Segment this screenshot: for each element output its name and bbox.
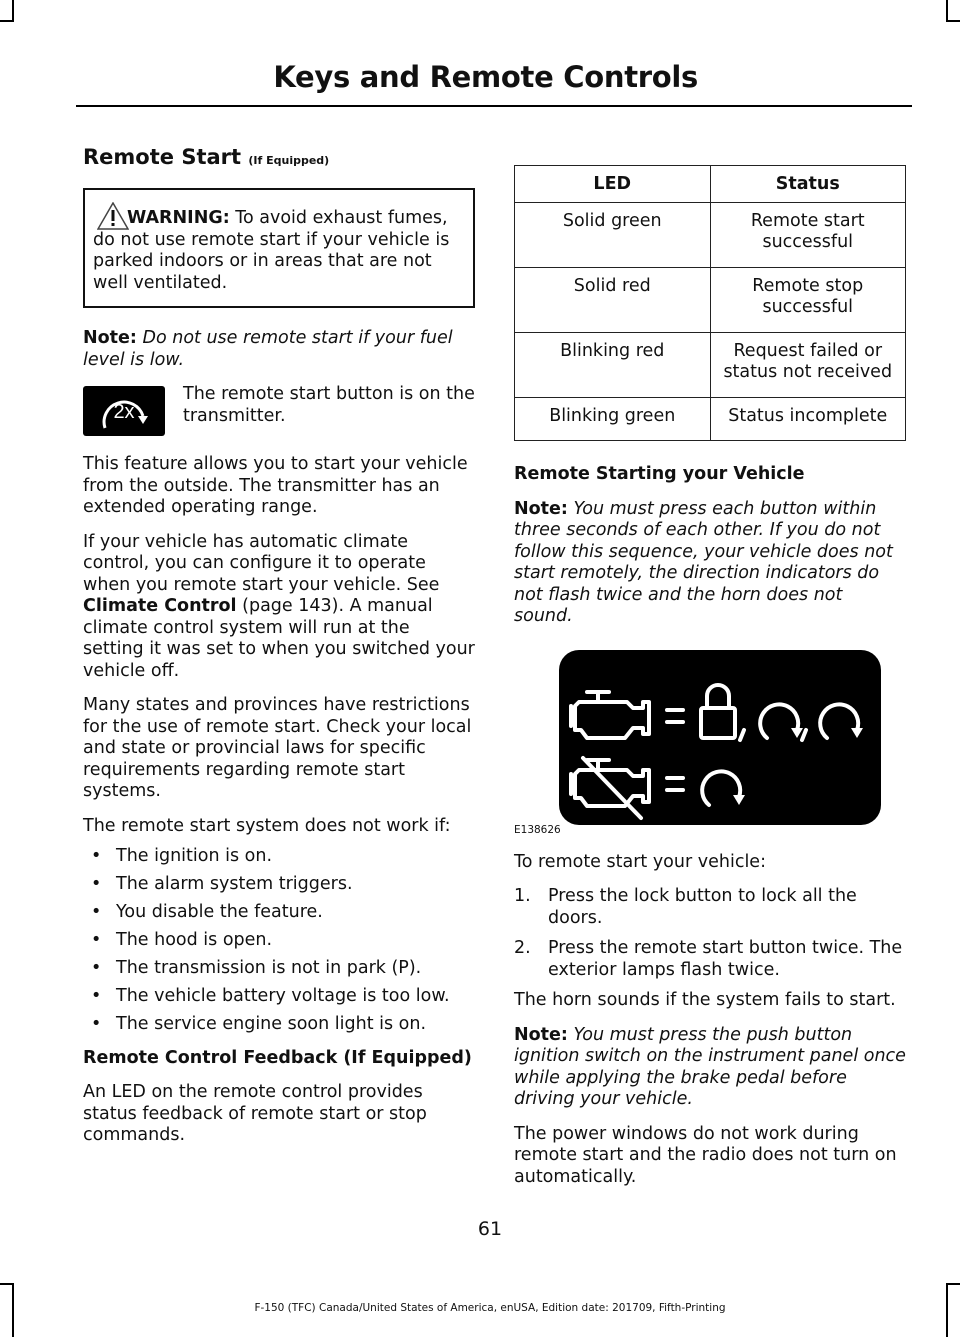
table-row (515, 332, 906, 397)
conditions-list (83, 846, 475, 1036)
note-label: Note: (83, 328, 137, 348)
note-text: You must press each button within three seconds of each other. If you do not follow this sequence, your vehicle does not start remotely, the direction indicators do not flash twice and the horn does not sound. (514, 498, 893, 626)
button-location-text: The remote start button is on the transmitter. (183, 384, 475, 426)
remote-start-arrow-icon (760, 704, 798, 738)
table-row (515, 202, 906, 267)
column-header: Status (710, 166, 906, 203)
list-item (514, 938, 906, 981)
paragraph: An LED on the remote control provides status feedback of remote start or stop commands. (83, 1082, 427, 1145)
paragraph: The remote start system does not work if: (83, 815, 451, 836)
table-cell: Status incomplete (710, 397, 906, 441)
led-status-table (514, 165, 906, 441)
remote-button-row (83, 384, 475, 440)
step-text: Press the lock button to lock all the doors. (548, 886, 857, 928)
engine-off-icon (571, 758, 649, 818)
engine-icon (571, 692, 649, 738)
table-row (515, 397, 906, 441)
table-row (515, 267, 906, 332)
section-title (83, 145, 475, 169)
table-cell: Remote start successful (710, 202, 906, 267)
equals-icon (667, 710, 683, 722)
table-cell: Blinking red (515, 332, 711, 397)
note-text: You must press the push button ignition switch on the instrument panel once while applying the brake pedal before driving your vehicle. (514, 1024, 906, 1109)
right-column (514, 165, 906, 1201)
table-cell: Remote stop successful (710, 267, 906, 332)
table-cell: Solid green (515, 202, 711, 267)
list-item: • The hood is open. (83, 930, 475, 952)
paragraph-text: If your vehicle has automatic climate control, you can configure it to operate when you remote start your vehicle. See (83, 531, 440, 595)
warning-label: WARNING: (127, 208, 230, 228)
note-label: Note: (514, 498, 568, 519)
figure-caption: E138626 (514, 823, 561, 836)
warning-box (83, 188, 475, 308)
paragraph: Many states and provinces have restrictions for the use of remote start. Check your local and state or provincial laws for specific requirements regarding remote start systems. (83, 695, 472, 801)
remote-start-figure (514, 650, 906, 840)
crop-mark (946, 1283, 960, 1285)
list-item (514, 886, 906, 929)
note-sequence (514, 499, 906, 628)
table-cell: Request failed or status not received (710, 332, 906, 397)
figure-panel (559, 650, 881, 825)
paragraph: To remote start your vehicle: (514, 851, 766, 872)
step-text: Press the remote start button twice. The exterior lamps flash twice. (548, 938, 903, 980)
column-header: LED (515, 166, 711, 203)
footer-text: F-150 (TFC) Canada/United States of America, enUSA, Edition date: 201709, Fifth-Printing (254, 1302, 726, 1314)
climate-control-link[interactable]: Climate Control (83, 596, 237, 616)
page-number: 61 (477, 1218, 503, 1240)
remote-start-arrow-icon (702, 771, 740, 805)
list-item: • You disable the feature. (83, 902, 475, 924)
separator-mark (740, 730, 744, 740)
warning-triangle-icon (97, 202, 129, 230)
steps-list (514, 886, 906, 981)
step-number: 1. (514, 886, 531, 906)
remote-start-arrow-icon (820, 704, 858, 738)
remote-sequence-illustration (559, 650, 881, 825)
arrow-head (851, 728, 863, 738)
list-item: • The service engine soon light is on. (83, 1014, 475, 1036)
section-title-text: Remote Start (83, 145, 242, 169)
paragraph-climate (83, 532, 475, 683)
header-rule (76, 105, 912, 107)
table-cell: Solid red (515, 267, 711, 332)
remote-start-button-icon (83, 386, 165, 436)
note-text: Do not use remote start if your fuel level is low. (83, 328, 453, 370)
left-column (83, 145, 475, 1160)
starting-heading: Remote Starting your Vehicle (514, 464, 805, 484)
equals-icon (667, 778, 683, 790)
table-cell: Blinking green (515, 397, 711, 441)
note-fuel (83, 328, 475, 371)
list-item: • The ignition is on. (83, 846, 475, 868)
note-ignition (514, 1025, 906, 1111)
list-item: • The transmission is not in park (P). (83, 958, 475, 980)
step-number: 2. (514, 938, 531, 958)
arrow-head (791, 728, 803, 738)
paragraph-text: (page 143). A manual climate control system will run at the setting it was set to when you switched your vehicle off. (83, 596, 475, 681)
arrow-head (733, 795, 745, 805)
warning-text: To avoid exhaust fumes, do not use remote start if your vehicle is parked indoors or in areas that are not well ventilated. (93, 208, 450, 293)
section-title-suffix: (If Equipped) (248, 154, 330, 167)
crop-mark (946, 0, 948, 22)
paragraph: This feature allows you to start your vehicle from the outside. The transmitter has an extended operating range. (83, 454, 468, 517)
paragraph: The horn sounds if the system fails to start. (514, 990, 896, 1010)
separator-mark (802, 730, 806, 740)
crop-mark (0, 20, 14, 22)
list-item: • The alarm system triggers. (83, 874, 475, 896)
crop-mark (12, 0, 14, 22)
crop-mark (0, 1283, 14, 1285)
list-item: • The vehicle battery voltage is too low. (83, 986, 475, 1008)
paragraph: The power windows do not work during remote start and the radio does not turn on automatically. (514, 1123, 897, 1187)
lock-icon (701, 685, 735, 738)
crop-mark (946, 20, 960, 22)
note-label: Note: (514, 1024, 568, 1045)
feedback-heading: Remote Control Feedback (If Equipped) (83, 1047, 472, 1068)
remote-button-label: 2x (113, 401, 135, 423)
page-title: Keys and Remote Controls (273, 60, 698, 94)
table-header-row (515, 166, 906, 203)
